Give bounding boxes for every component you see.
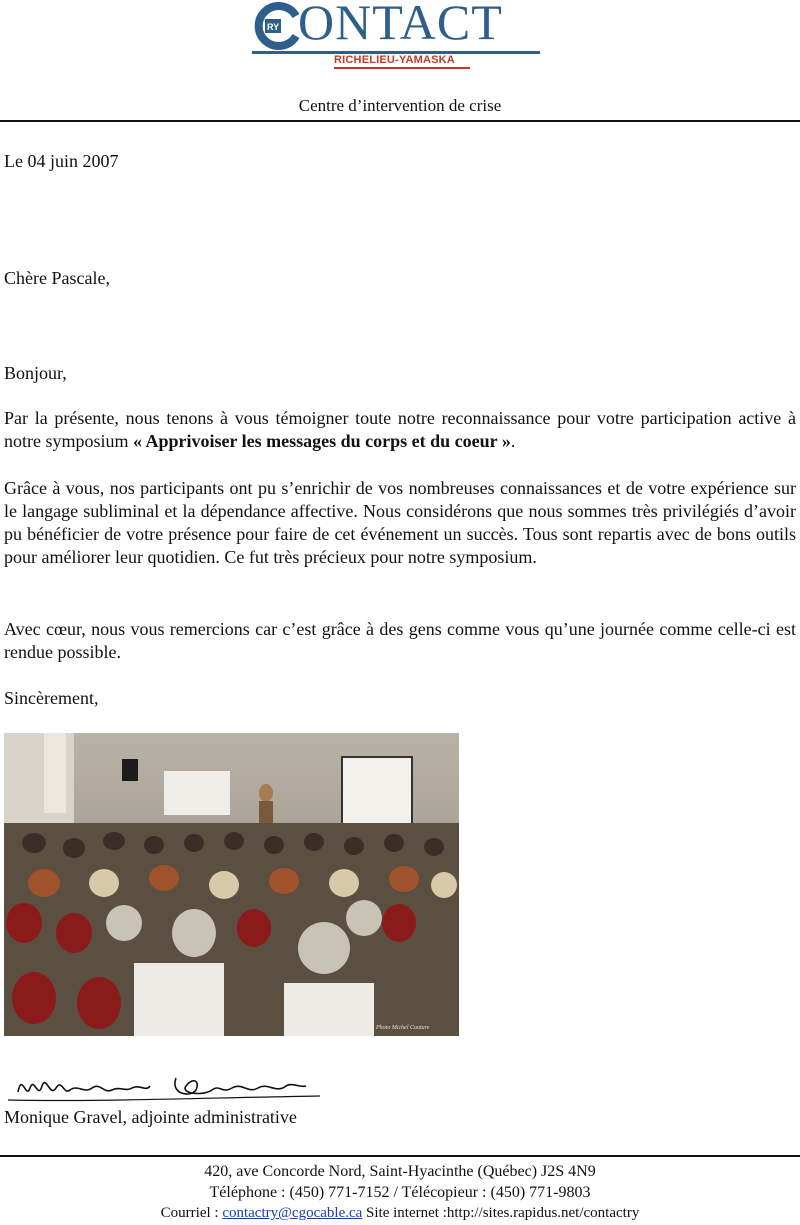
footer-phone: Téléphone : (450) 771-7152 / Télécopieur : (450) 771-9803 xyxy=(209,1184,591,1201)
footer-website: Site internet :http://sites.rapidus.net/contactry xyxy=(362,1205,640,1221)
letter-date: Le 04 juin 2007 xyxy=(4,151,119,171)
paragraph-1-end: . xyxy=(510,431,516,451)
logo-subtitle: RICHELIEU-YAMASKA xyxy=(334,54,455,66)
paragraph-1 xyxy=(4,407,796,453)
letter-greeting: Bonjour, xyxy=(4,363,67,383)
footer-rule xyxy=(0,1155,800,1157)
handwritten-signature xyxy=(0,1064,330,1112)
paragraph-3: Avec cœur, nous vous remercions car c’est grâce à des gens comme vous qu’une journée comme celle-ci est rendue possible. xyxy=(4,619,796,662)
footer-email-label: Courriel : xyxy=(160,1205,223,1221)
symposium-title: « Apprivoiser les messages du corps et du coeur » xyxy=(133,431,511,451)
svg-text:RY: RY xyxy=(267,22,280,32)
signature-name: Monique Gravel, adjointe administrative xyxy=(4,1107,297,1127)
logo-wordmark: ONTACT xyxy=(298,0,503,50)
footer-address: 420, ave Concorde Nord, Saint-Hyacinthe (Québec) J2S 4N9 xyxy=(204,1163,596,1180)
symposium-photo xyxy=(4,733,459,1036)
logo-mark-icon xyxy=(252,2,300,50)
letter-closing: Sincèrement, xyxy=(4,688,99,708)
letter-salutation: Chère Pascale, xyxy=(4,268,110,288)
audience-illustration xyxy=(4,733,459,1036)
paragraph-1-text: Par la présente, nous tenons à vous témoigner toute notre reconnaissance pour votre participation active à notre symposium xyxy=(4,408,796,451)
footer-contact xyxy=(0,1203,800,1223)
logo-subtitle-underline xyxy=(334,67,470,69)
paragraph-2: Grâce à vous, nos participants ont pu s’enrichir de vos nombreuses connaissances et de votre expérience sur le langage subliminal et la dépendance affective. Nous considérons que nous sommes très privilégiés d’avoir pu bénéficier de votre présence pour faire de cet événement un succès. Tous sont repartis avec de bons outils pour améliorer leur quotidien. Ce fut très précieux pour notre symposium. xyxy=(4,478,796,567)
contact-logo xyxy=(252,0,542,72)
header-rule xyxy=(0,120,800,122)
footer-email-link[interactable]: contactry@cgocable.ca xyxy=(222,1205,363,1221)
organization-line: Centre d’intervention de crise xyxy=(298,96,502,115)
photo-credit: Photo Michel Couture xyxy=(376,1025,430,1031)
